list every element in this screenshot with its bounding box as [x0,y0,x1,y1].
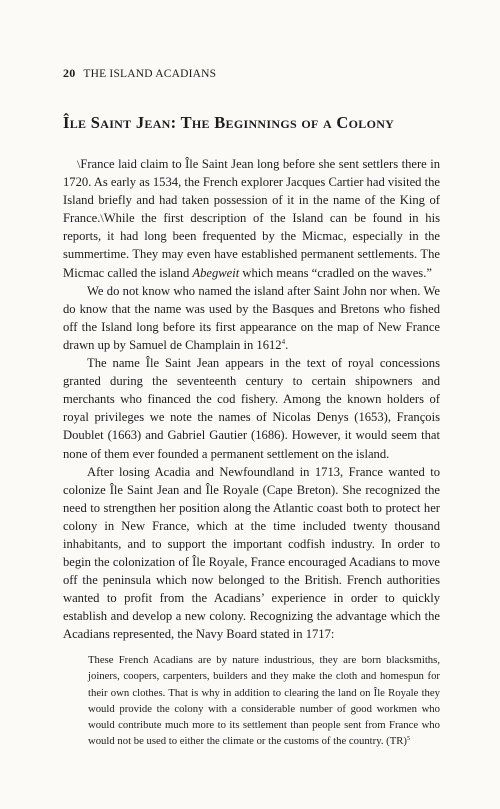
section-title: Île Saint Jean: The Beginnings of a Colony [63,113,395,132]
paragraph: The name Île Saint Jean appears in the text of royal concessions granted during the seventeenth century to certain shipowners and merchants who financed the cod fishery. Among the known holders of royal privileges we note the names of Nicolas Denys (1653), François Doublet (1663) and Gabriel Gautier (1686). However, it would seem that none of them ever founded a permanent settlement on the island. [63,356,440,461]
italic-term: Abegweit [192,265,240,280]
running-header [63,66,216,81]
body-text [63,155,440,644]
margin-mark: \ [100,211,104,226]
running-title: THE ISLAND ACADIANS [83,68,217,80]
paragraph: \France laid claim to Île Saint Jean long before she sent settlers there in 1720. As early as 1534, the French explorer Jacques Cartier had visited the Island briefly and had taken possession of it in the name of the King of France.\While the first description of the Island can be found in his reports, it had long been frequented by the Micmac, especially in the summertime. They may even have established permanent settlements. The Micmac called the island Abegweit which means “cradled on the waves.” [63,157,441,280]
footnote-ref: 4 [281,337,286,346]
footnote-ref: 5 [406,736,410,743]
block-quote: These French Acadians are by nature industrious, they are born blacksmiths, joiners, coopers, carpenters, builders and they make the cloth and homespun for their own clothes. That is why in addition to clearing the land on Île Royale they would provide the colony with a considerable number of good workmen who would contribute much more to its settlement than people sent from France who would not be used to either the climate or the customs of the country. (TR)$^5$ [88,654,440,748]
margin-mark: \ [77,157,81,171]
paragraph: After losing Acadia and Newfoundland in 1713, France wanted to colonize Île Saint Jean and Île Royale (Cape Breton). She recognized the need to strengthen her position along the Atlantic coast both to protect her colony in New France, which at the time included twenty thousand inhabitants, and to support the important codfish industry. In order to begin the colonization of Île Royale, France encouraged Acadians to move off the peninsula which now belonged to the British. French authorities wanted to profit from the Acadians’ experience in order to quickly establish and develop a new colony. Recognizing the advantage which the Acadians represented, the Navy Board stated in 1717: [63,464,440,642]
paragraph: We do not know who named the island after Saint John nor when. We do know that the name was used by the Basques and Bretons who fished off the Island long before its first appearance on the map of New France drawn up by Samuel de Champlain in 1612$^4$. [63,283,440,352]
page-number: 20 [63,66,76,80]
